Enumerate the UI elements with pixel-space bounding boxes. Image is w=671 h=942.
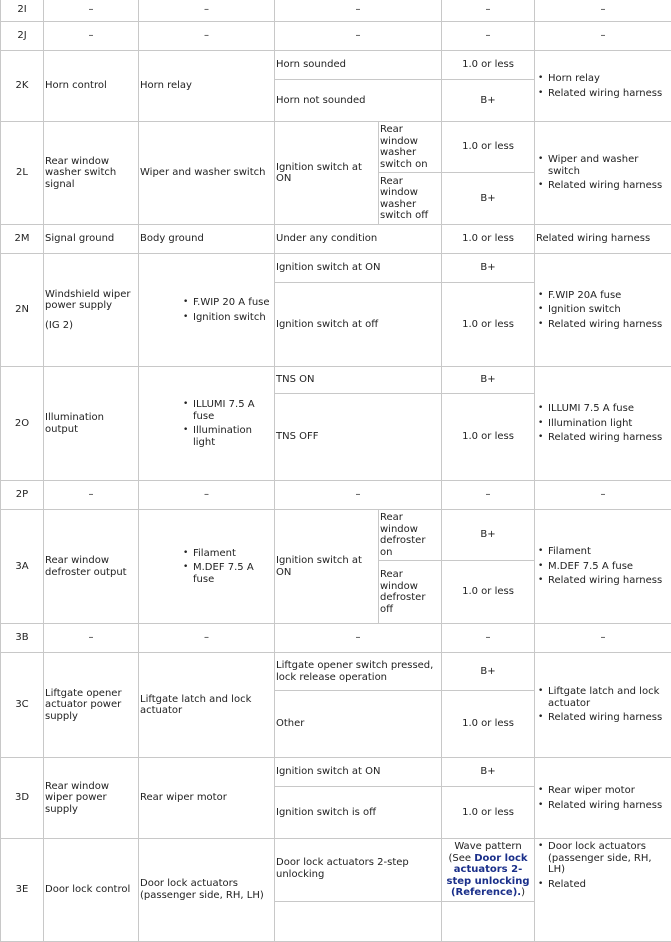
- connected-item-cell: Door lock actuators (passenger side, RH, LH): [139, 839, 275, 942]
- list-item: • Related wiring harness: [548, 712, 670, 724]
- inspection-list: [536, 686, 670, 724]
- inspection-item-cell: Related wiring harness: [535, 225, 671, 254]
- voltage-cell: B+: [442, 367, 535, 394]
- list-item: • M.DEF 7.5 A fuse: [548, 561, 670, 573]
- voltage-cell: B+: [442, 758, 535, 787]
- table-row-2J: [1, 22, 671, 51]
- condition-cell: Ignition switch at ON: [275, 122, 379, 225]
- list-item: • Door lock actuators (passenger side, RH, LH): [548, 841, 670, 876]
- table-row-2M: [1, 225, 671, 254]
- voltage-cell: 1.0 or less: [442, 122, 535, 173]
- terminal-cell: 3B: [1, 624, 44, 653]
- signal-name-cell: Horn control: [44, 51, 139, 122]
- voltage-cell: B+: [442, 254, 535, 283]
- table-row-3A: [1, 510, 671, 561]
- connected-item-list: [140, 548, 273, 586]
- voltage-cell: –: [442, 481, 535, 510]
- terminal-cell: 2L: [1, 122, 44, 225]
- list-item: • Filament: [193, 548, 273, 560]
- voltage-cell: 1.0 or less: [442, 283, 535, 367]
- table-row-2N: [1, 254, 671, 283]
- connected-item-cell: Rear wiper motor: [139, 758, 275, 839]
- signal-name-cell: Door lock control: [44, 839, 139, 942]
- terminal-cell: 2N: [1, 254, 44, 367]
- inspection-item-cell: –: [535, 481, 671, 510]
- signal-name-cell: Rear window defroster output: [44, 510, 139, 624]
- inspection-item-cell: [535, 367, 671, 481]
- voltage-cell: [442, 901, 535, 941]
- inspection-list: [536, 403, 670, 444]
- connected-item-cell: Wiper and washer switch: [139, 122, 275, 225]
- signal-name-cell: Rear window wiper power supply: [44, 758, 139, 839]
- voltage-cell: –: [442, 624, 535, 653]
- connected-item-cell: –: [139, 481, 275, 510]
- terminal-cell: 2I: [1, 0, 44, 22]
- condition-cell: –: [275, 624, 442, 653]
- terminal-cell: 3D: [1, 758, 44, 839]
- list-item: • Related wiring harness: [548, 432, 670, 444]
- condition-cell: TNS ON: [275, 367, 442, 394]
- list-item: • M.DEF 7.5 A fuse: [193, 562, 273, 585]
- connected-item-cell: [139, 254, 275, 367]
- voltage-cell: 1.0 or less: [442, 561, 535, 624]
- table-row-2O: [1, 367, 671, 394]
- table-row-3E: [1, 839, 671, 902]
- table-row-3C: [1, 653, 671, 691]
- inspection-item-cell: –: [535, 0, 671, 22]
- connected-item-cell: [139, 367, 275, 481]
- condition-cell: Horn not sounded: [275, 80, 442, 122]
- signal-name-cell: –: [44, 624, 139, 653]
- list-item: • Wiper and washer switch: [548, 154, 670, 177]
- sub-condition-cell: Rear window washer switch on: [379, 122, 442, 173]
- inspection-item-cell: [535, 51, 671, 122]
- voltage-cell: 1.0 or less: [442, 787, 535, 839]
- signal-name: Windshield wiper power supply: [45, 289, 137, 312]
- voltage-cell: 1.0 or less: [442, 394, 535, 481]
- terminal-cell: 3E: [1, 839, 44, 942]
- list-item: • Related wiring harness: [548, 319, 670, 331]
- list-item: • Illumination light: [193, 425, 273, 448]
- terminal-cell: 3A: [1, 510, 44, 624]
- condition-cell: Liftgate opener switch pressed, lock release operation: [275, 653, 442, 691]
- list-item: • Related wiring harness: [548, 800, 670, 812]
- connected-item-cell: –: [139, 22, 275, 51]
- terminal-cell: 2J: [1, 22, 44, 51]
- inspection-item-cell: –: [535, 22, 671, 51]
- sub-condition-cell: Rear window washer switch off: [379, 173, 442, 225]
- inspection-list: [536, 546, 670, 587]
- connected-item-list: [140, 297, 273, 323]
- voltage-cell: B+: [442, 173, 535, 225]
- list-item: • Rear wiper motor: [548, 785, 670, 797]
- connected-item-cell: [139, 510, 275, 624]
- list-item: • ILLUMI 7.5 A fuse: [193, 399, 273, 422]
- signal-name-cell: –: [44, 22, 139, 51]
- list-item: • Related wiring harness: [548, 180, 670, 192]
- signal-name-cell: Liftgate opener actuator power supply: [44, 653, 139, 758]
- list-item: • Ignition switch: [548, 304, 670, 316]
- list-item: • Related wiring harness: [548, 575, 670, 587]
- condition-cell: Door lock actuators 2-step unlocking: [275, 839, 442, 902]
- voltage-cell: B+: [442, 653, 535, 691]
- inspection-list: [536, 73, 670, 99]
- list-item: • Illumination light: [548, 418, 670, 430]
- list-item: • Liftgate latch and lock actuator: [548, 686, 670, 709]
- list-item: • Filament: [548, 546, 670, 558]
- list-item: • ILLUMI 7.5 A fuse: [548, 403, 670, 415]
- inspection-item-cell: –: [535, 624, 671, 653]
- signal-name-note: (IG 2): [45, 320, 137, 332]
- table-row-3B: [1, 624, 671, 653]
- terminal-cell: 3C: [1, 653, 44, 758]
- condition-cell: –: [275, 481, 442, 510]
- condition-cell: TNS OFF: [275, 394, 442, 481]
- condition-cell: Ignition switch at off: [275, 283, 442, 367]
- reference-link[interactable]: Door lock actuators 2-step unlocking (Reference).: [447, 853, 530, 899]
- terminal-cell: 2O: [1, 367, 44, 481]
- inspection-item-cell: [535, 758, 671, 839]
- table-row-2L: [1, 122, 671, 173]
- list-item: • Ignition switch: [193, 312, 273, 324]
- connected-item-cell: –: [139, 0, 275, 22]
- voltage-cell: –: [442, 22, 535, 51]
- voltage-cell: B+: [442, 510, 535, 561]
- table-row-3D: [1, 758, 671, 787]
- inspection-item-cell: [535, 510, 671, 624]
- condition-cell: Other: [275, 691, 442, 758]
- connected-item-cell: Liftgate latch and lock actuator: [139, 653, 275, 758]
- condition-cell: Under any condition: [275, 225, 442, 254]
- terminal-cell: 2P: [1, 481, 44, 510]
- wave-pattern-text: Wave pattern (See: [448, 841, 521, 864]
- inspection-item-cell: [535, 653, 671, 758]
- terminal-cell: 2K: [1, 51, 44, 122]
- condition-cell: Ignition switch at ON: [275, 758, 442, 787]
- voltage-cell: 1.0 or less: [442, 51, 535, 80]
- signal-name-cell: Rear window washer switch signal: [44, 122, 139, 225]
- condition-cell: Horn sounded: [275, 51, 442, 80]
- list-item: • Horn relay: [548, 73, 670, 85]
- list-item: • F.WIP 20 A fuse: [193, 297, 273, 309]
- connected-item-cell: –: [139, 624, 275, 653]
- voltage-cell: 1.0 or less: [442, 225, 535, 254]
- voltage-cell: –: [442, 0, 535, 22]
- signal-name-cell: Signal ground: [44, 225, 139, 254]
- inspection-item-cell: [535, 122, 671, 225]
- signal-name-cell: –: [44, 481, 139, 510]
- inspection-list: [536, 290, 670, 331]
- condition-cell: –: [275, 0, 442, 22]
- list-item: • Related wiring harness: [548, 88, 670, 100]
- condition-cell: Ignition switch is off: [275, 787, 442, 839]
- condition-cell: –: [275, 22, 442, 51]
- list-item: • F.WIP 20A fuse: [548, 290, 670, 302]
- voltage-cell: [442, 839, 535, 902]
- inspection-list: [536, 785, 670, 811]
- sub-condition-cell: Rear window defroster off: [379, 561, 442, 624]
- sub-condition-cell: Rear window defroster on: [379, 510, 442, 561]
- inspection-list: [536, 154, 670, 192]
- connected-item-list: [140, 399, 273, 448]
- condition-cell: Ignition switch at ON: [275, 254, 442, 283]
- table-row-2P: [1, 481, 671, 510]
- signal-name-cell: Illumination output: [44, 367, 139, 481]
- table-row-2I: [1, 0, 671, 22]
- table-row-2K: [1, 51, 671, 80]
- signal-name-cell: –: [44, 0, 139, 22]
- condition-cell: [275, 901, 442, 941]
- voltage-cell: 1.0 or less: [442, 691, 535, 758]
- connected-item-cell: Horn relay: [139, 51, 275, 122]
- list-item: • Related: [548, 879, 670, 891]
- connected-item-cell: Body ground: [139, 225, 275, 254]
- terminal-cell: 2M: [1, 225, 44, 254]
- inspection-list: [536, 841, 670, 890]
- voltage-cell: B+: [442, 80, 535, 122]
- signal-name-cell: [44, 254, 139, 367]
- condition-cell: Ignition switch at ON: [275, 510, 379, 624]
- inspection-item-cell: [535, 254, 671, 367]
- wave-pattern-close: ): [521, 887, 525, 898]
